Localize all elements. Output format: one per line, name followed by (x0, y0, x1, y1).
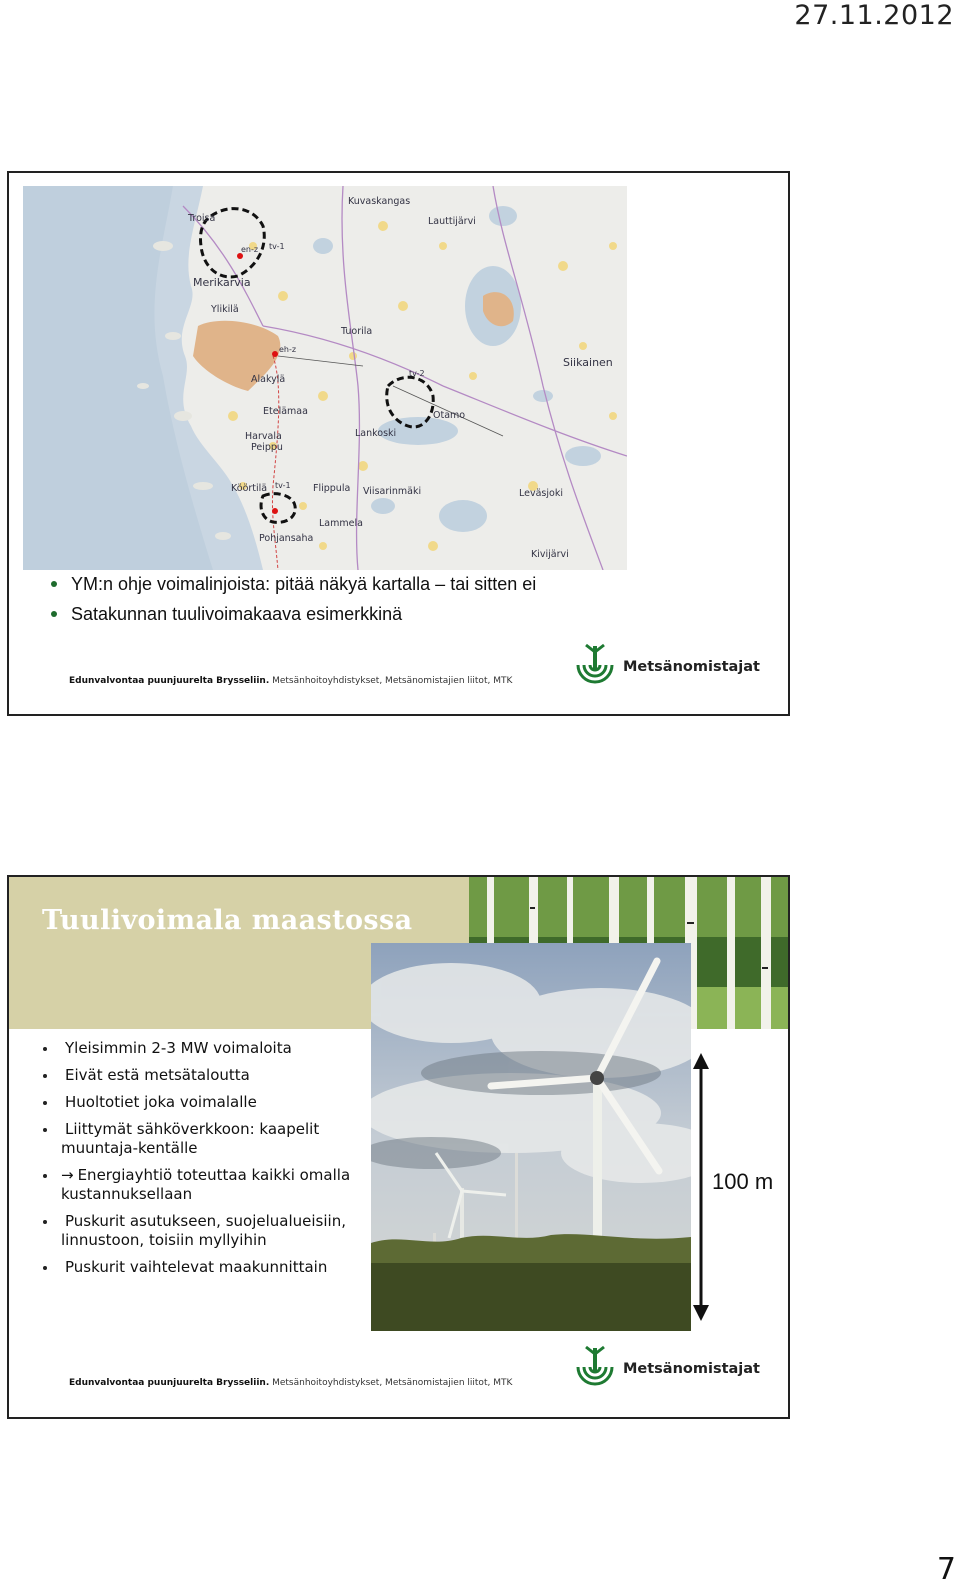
map-label: Köörtilä (231, 483, 268, 494)
map-label: en-z (241, 245, 259, 254)
map-label: Kuvaskangas (348, 196, 411, 207)
map-label: Etelämaa (263, 406, 308, 417)
height-label: 100 m (712, 1169, 774, 1194)
footer-bold: Edunvalvontaa puunjuurelta Brysseliin. (69, 1378, 270, 1388)
slide-footer (69, 1378, 512, 1388)
footer-text: Metsänhoitoyhdistykset, Metsänomistajien liitot, MTK (269, 1378, 513, 1388)
bullet-item: Yleisimmin 2-3 MW voimaloita (61, 1039, 391, 1058)
bullet-item: Eivät estä metsätaloutta (61, 1066, 391, 1085)
tree-rings-icon (573, 643, 617, 691)
bullet-item: YM:n ohje voimalinjoista: pitää näkyä kartalla – tai sitten ei (71, 569, 536, 599)
map-label: Kivijärvi (531, 549, 569, 560)
bullet-item: → Energiayhtiö toteuttaa kaikki omalla kustannuksellaan (61, 1166, 391, 1204)
arrow-icon: → (61, 1166, 74, 1184)
brand-logo (573, 1345, 760, 1393)
slide-map (7, 171, 790, 716)
regional-plan-map (23, 186, 627, 570)
map-label: Lammela (319, 518, 363, 529)
map-label: Viisarinmäki (363, 486, 422, 497)
height-arrow-icon (693, 1053, 709, 1321)
map-label: Lauttijärvi (428, 216, 476, 227)
map-label: Leväsjoki (519, 488, 563, 499)
map-label: Peippu (251, 442, 283, 453)
bullet-list (61, 1039, 391, 1285)
footer-bold: Edunvalvontaa puunjuurelta Brysseliin. (69, 676, 270, 686)
map-label: Flippula (313, 483, 351, 494)
map-label: tv-2 (409, 369, 425, 378)
bullet-item: Satakunnan tuulivoimakaava esimerkkinä (71, 599, 536, 629)
slide-wind-turbine (7, 875, 790, 1419)
map-label: Otamo (433, 410, 466, 421)
bullet-list (71, 569, 536, 629)
map-label: Harvala (245, 431, 282, 442)
tree-rings-icon (573, 1345, 617, 1393)
bullet-item: Liittymät sähköverkkoon: kaapelit muuntaja-kentälle (61, 1120, 391, 1158)
map-label: tv-1 (269, 242, 285, 251)
footer-text: Metsänhoitoyhdistykset, Metsänomistajien liitot, MTK (269, 676, 513, 686)
bullet-item: Puskurit asutukseen, suojelualueisiin, linnustoon, toisiin myllyihin (61, 1212, 391, 1250)
map-label: Pohjansaha (259, 533, 314, 544)
page-number: 7 (936, 1552, 956, 1587)
map-label: Alakylä (251, 374, 286, 385)
brand-logo (573, 643, 760, 691)
map-label: eh-z (279, 345, 297, 354)
map-label: tv-1 (275, 481, 291, 490)
wind-turbine-photo (371, 943, 691, 1331)
bullet-item: Huoltotiet joka voimalalle (61, 1093, 391, 1112)
map-label: Troisa (188, 213, 216, 224)
print-date: 27.11.2012 (794, 0, 954, 31)
map-label: Tuorila (341, 326, 373, 337)
slide-title: Tuulivoimala maastossa (42, 905, 413, 936)
map-label: Merikarvia (193, 276, 251, 289)
bullet-item: Puskurit vaihtelevat maakunnittain (61, 1258, 391, 1277)
map-label: Lankoski (355, 428, 397, 439)
brand-name: Metsänomistajat (622, 659, 760, 675)
brand-name: Metsänomistajat (622, 1361, 760, 1377)
map-label: Siikainen (563, 356, 613, 369)
slide-footer (69, 676, 512, 686)
map-label: Ylikilä (211, 304, 239, 315)
